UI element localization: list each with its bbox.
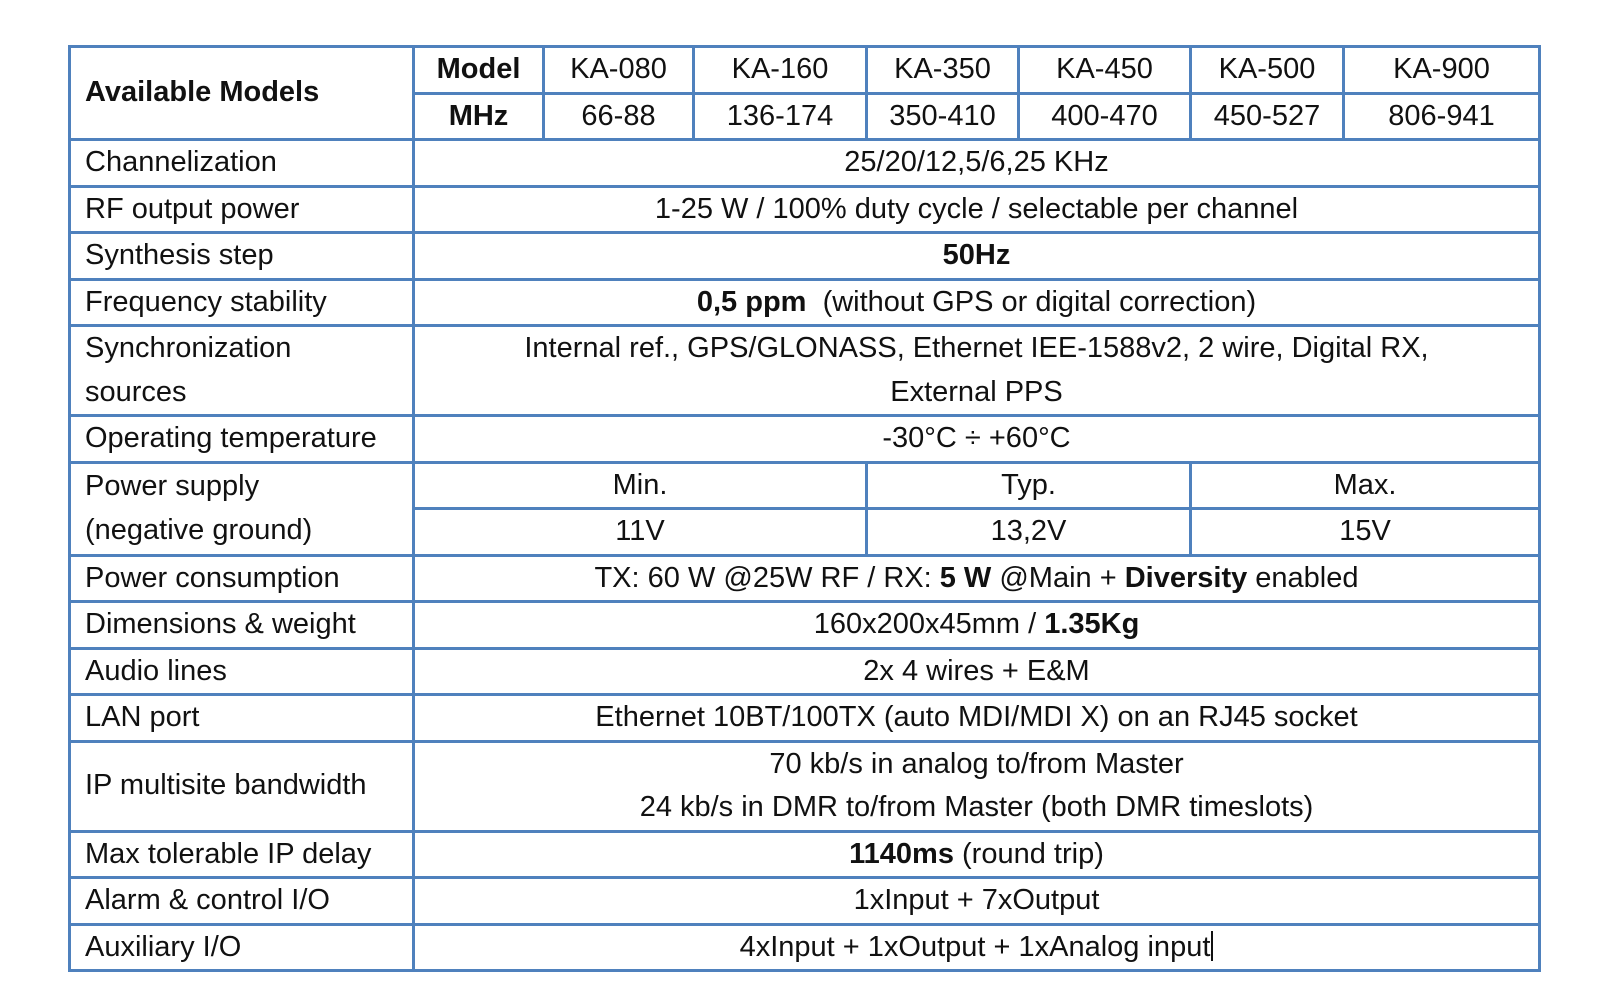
row-label: Operating temperature bbox=[70, 416, 414, 463]
value-bold: Diversity bbox=[1124, 561, 1248, 594]
value-bold: 0,5 ppm bbox=[696, 285, 807, 318]
row-label: Alarm & control I/O bbox=[70, 878, 414, 925]
row-label: IP multisite bandwidth bbox=[70, 741, 414, 831]
value-text: @Main + bbox=[991, 561, 1125, 594]
row-dimensions bbox=[70, 602, 1540, 649]
model-cell: KA-900 bbox=[1344, 47, 1540, 94]
mhz-cell: 806-941 bbox=[1344, 93, 1540, 140]
row-lan bbox=[70, 695, 1540, 742]
row-value[interactable] bbox=[414, 924, 1540, 971]
spec-table bbox=[68, 45, 1541, 972]
mhz-cell: 66-88 bbox=[544, 93, 694, 140]
model-cell: KA-500 bbox=[1191, 47, 1344, 94]
row-value: Ethernet 10BT/100TX (auto MDI/MDI X) on an RJ45 socket bbox=[414, 695, 1540, 742]
row-alarm bbox=[70, 878, 1540, 925]
mhz-cell: 350-410 bbox=[867, 93, 1019, 140]
value-text: (without GPS or digital correction) bbox=[822, 285, 1257, 318]
value-bold: 1140ms bbox=[849, 837, 954, 870]
value-line: 70 kb/s in analog to/from Master bbox=[769, 747, 1184, 780]
row-value: 1-25 W / 100% duty cycle / selectable per channel bbox=[414, 186, 1540, 233]
row-value: 2x 4 wires + E&M bbox=[414, 648, 1540, 695]
typ-value: 13,2V bbox=[867, 509, 1191, 556]
value-bold: 1.35Kg bbox=[1044, 608, 1140, 640]
row-label: Synthesis step bbox=[70, 233, 414, 280]
row-value bbox=[414, 602, 1540, 649]
max-label: Max. bbox=[1191, 462, 1540, 509]
row-value: 1xInput + 7xOutput bbox=[414, 878, 1540, 925]
row-label: RF output power bbox=[70, 186, 414, 233]
row-power-consumption bbox=[70, 555, 1540, 602]
typ-label: Typ. bbox=[867, 462, 1191, 509]
row-rf-output bbox=[70, 186, 1540, 233]
label-line: Power supply bbox=[85, 470, 260, 502]
row-synthesis bbox=[70, 233, 1540, 280]
row-label: Auxiliary I/O bbox=[70, 924, 414, 971]
row-label: Channelization bbox=[70, 140, 414, 187]
mhz-cell: 400-470 bbox=[1019, 93, 1191, 140]
model-cell: KA-080 bbox=[544, 47, 694, 94]
row-label bbox=[70, 326, 414, 416]
row-value bbox=[414, 831, 1540, 878]
value-line: Internal ref., GPS/GLONASS, Ethernet IEE-1588v2, 2 wire, Digital RX, bbox=[524, 332, 1429, 364]
model-cell: KA-160 bbox=[694, 47, 867, 94]
row-channelization bbox=[70, 140, 1540, 187]
row-label: Audio lines bbox=[70, 648, 414, 695]
value-text: 4xInput + 1xOutput + 1xAnalog input bbox=[739, 930, 1211, 963]
value-bold: 5 W bbox=[939, 561, 992, 594]
available-models-title: Available Models bbox=[70, 47, 414, 140]
row-operating-temperature bbox=[70, 416, 1540, 463]
row-aux bbox=[70, 924, 1540, 971]
row-label: Dimensions & weight bbox=[70, 602, 414, 649]
value-text: enabled bbox=[1247, 561, 1359, 594]
min-label: Min. bbox=[414, 462, 867, 509]
row-value bbox=[414, 279, 1540, 326]
mhz-cell: 450-527 bbox=[1191, 93, 1344, 140]
row-audio bbox=[70, 648, 1540, 695]
value-text: 160x200x45mm / bbox=[813, 608, 1045, 640]
row-value bbox=[414, 326, 1540, 416]
value-line: External PPS bbox=[890, 375, 1063, 408]
row-value: 50Hz bbox=[414, 233, 1540, 280]
row-ip-delay bbox=[70, 831, 1540, 878]
row-label: Power consumption bbox=[70, 555, 414, 602]
min-value: 11V bbox=[414, 509, 867, 556]
model-cell: KA-350 bbox=[867, 47, 1019, 94]
label-line: Synchronization bbox=[85, 332, 292, 364]
row-label: LAN port bbox=[70, 695, 414, 742]
row-synchronization bbox=[70, 326, 1540, 416]
row-label bbox=[70, 462, 414, 555]
label-line: sources bbox=[85, 375, 187, 408]
model-label: Model bbox=[414, 47, 544, 94]
row-value bbox=[414, 555, 1540, 602]
row-label: Frequency stability bbox=[70, 279, 414, 326]
label-line: (negative ground) bbox=[85, 513, 313, 546]
text-cursor bbox=[1211, 931, 1213, 961]
row-power-supply-headers bbox=[70, 462, 1540, 509]
row-value bbox=[414, 741, 1540, 831]
row-value: 25/20/12,5/6,25 KHz bbox=[414, 140, 1540, 187]
value-line: 24 kb/s in DMR to/from Master (both DMR timeslots) bbox=[639, 791, 1314, 823]
max-value: 15V bbox=[1191, 509, 1540, 556]
value-text: TX: 60 W @25W RF / RX: bbox=[594, 561, 940, 594]
mhz-cell: 136-174 bbox=[694, 93, 867, 140]
mhz-label: MHz bbox=[414, 93, 544, 140]
row-label: Max tolerable IP delay bbox=[70, 831, 414, 878]
model-cell: KA-450 bbox=[1019, 47, 1191, 94]
row-frequency-stability bbox=[70, 279, 1540, 326]
row-ip-bandwidth bbox=[70, 741, 1540, 831]
value-text: (round trip) bbox=[953, 837, 1104, 870]
header-row-models bbox=[70, 47, 1540, 94]
row-value: -30°C ÷ +60°C bbox=[414, 416, 1540, 463]
